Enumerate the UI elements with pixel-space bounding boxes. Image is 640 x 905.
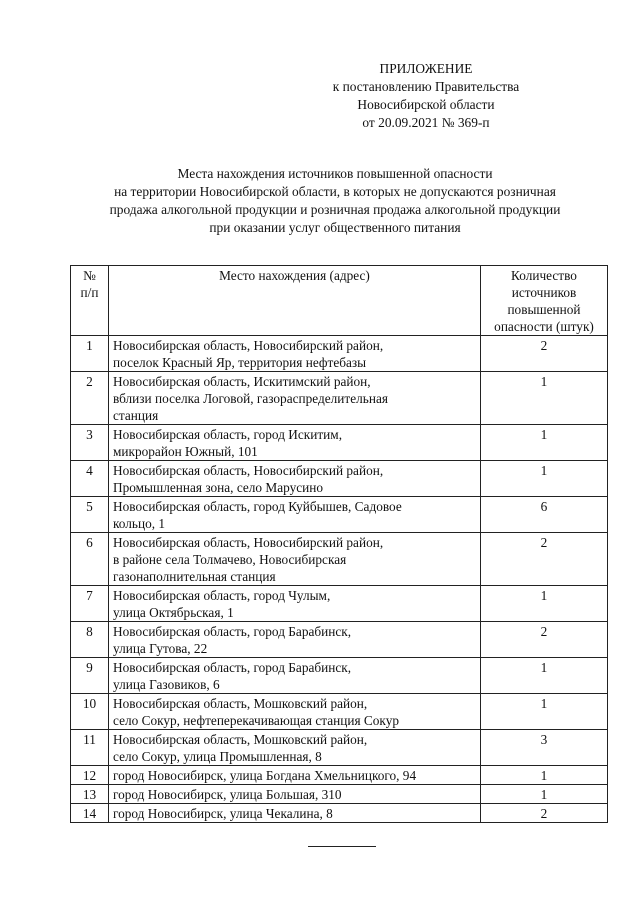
row-address bbox=[109, 730, 481, 766]
address-line: микрорайон Южный, 101 bbox=[113, 444, 258, 459]
address-line: в районе села Толмачево, Новосибирская bbox=[113, 552, 347, 567]
appendix-decree-ref: к постановлению Правительства bbox=[332, 79, 520, 94]
row-number: 7 bbox=[71, 586, 109, 622]
row-number: 3 bbox=[71, 425, 109, 461]
row-address bbox=[109, 766, 481, 785]
document-title bbox=[60, 165, 610, 237]
address-line: Новосибирская область, Искитимский район, bbox=[113, 374, 371, 389]
row-number: 12 bbox=[71, 766, 109, 785]
row-quantity: 1 bbox=[481, 785, 608, 804]
row-quantity: 1 bbox=[481, 766, 608, 785]
header-address: Место нахождения (адрес) bbox=[109, 266, 481, 336]
row-number: 10 bbox=[71, 694, 109, 730]
table-row bbox=[71, 730, 608, 766]
address-line: город Новосибирск, улица Большая, 310 bbox=[113, 787, 342, 802]
row-address bbox=[109, 425, 481, 461]
row-address bbox=[109, 785, 481, 804]
address-line: улица Гутова, 22 bbox=[113, 641, 208, 656]
title-line-4: при оказании услуг общественного питания bbox=[209, 220, 461, 235]
row-quantity: 2 bbox=[481, 804, 608, 823]
table-row bbox=[71, 658, 608, 694]
row-quantity: 1 bbox=[481, 694, 608, 730]
address-line: Новосибирская область, Мошковский район, bbox=[113, 696, 368, 711]
row-quantity: 1 bbox=[481, 372, 608, 425]
address-line: кольцо, 1 bbox=[113, 516, 166, 531]
row-address bbox=[109, 497, 481, 533]
address-line: станция bbox=[113, 408, 159, 423]
row-quantity: 1 bbox=[481, 658, 608, 694]
address-line: газонаполнительная станция bbox=[113, 569, 276, 584]
address-line: Промышленная зона, село Марусино bbox=[113, 480, 324, 495]
address-line: Новосибирская область, Новосибирский район, bbox=[113, 463, 384, 478]
table-header-row bbox=[71, 266, 608, 336]
table-row bbox=[71, 766, 608, 785]
row-address bbox=[109, 586, 481, 622]
appendix-region: Новосибирской области bbox=[357, 97, 495, 112]
table-row bbox=[71, 497, 608, 533]
table-row bbox=[71, 425, 608, 461]
address-line: поселок Красный Яр, территория нефтебазы bbox=[113, 355, 367, 370]
title-line-3: продажа алкогольной продукции и розничная продажа алкогольной продукции bbox=[109, 202, 561, 217]
address-line: Новосибирская область, город Барабинск, bbox=[113, 660, 352, 675]
address-line: Новосибирская область, город Искитим, bbox=[113, 427, 343, 442]
address-line: улица Октябрьская, 1 bbox=[113, 605, 234, 620]
appendix-date-number: от 20.09.2021 № 369-п bbox=[362, 115, 490, 130]
table-row bbox=[71, 461, 608, 497]
table-row bbox=[71, 694, 608, 730]
row-number: 5 bbox=[71, 497, 109, 533]
appendix-label: ПРИЛОЖЕНИЕ bbox=[379, 61, 473, 76]
header-quantity bbox=[481, 266, 608, 336]
table-row bbox=[71, 622, 608, 658]
address-line: вблизи поселка Логовой, газораспределительная bbox=[113, 391, 388, 406]
address-line: Новосибирская область, город Чулым, bbox=[113, 588, 331, 603]
table-row bbox=[71, 785, 608, 804]
table-row bbox=[71, 586, 608, 622]
address-line: Новосибирская область, город Куйбышев, Садовое bbox=[113, 499, 402, 514]
header-quantity-line: источников bbox=[511, 285, 577, 300]
row-address bbox=[109, 461, 481, 497]
locations-table bbox=[70, 265, 608, 823]
row-quantity: 3 bbox=[481, 730, 608, 766]
header-quantity-line: Количество bbox=[511, 268, 577, 283]
row-number: 9 bbox=[71, 658, 109, 694]
row-number: 1 bbox=[71, 336, 109, 372]
row-number: 6 bbox=[71, 533, 109, 586]
row-quantity: 2 bbox=[481, 336, 608, 372]
table-row bbox=[71, 804, 608, 823]
address-line: Новосибирская область, Новосибирский район, bbox=[113, 535, 384, 550]
row-address bbox=[109, 622, 481, 658]
address-line: город Новосибирск, улица Чекалина, 8 bbox=[113, 806, 333, 821]
table-row bbox=[71, 533, 608, 586]
row-quantity: 2 bbox=[481, 622, 608, 658]
row-address bbox=[109, 533, 481, 586]
row-quantity: 1 bbox=[481, 461, 608, 497]
row-number: 8 bbox=[71, 622, 109, 658]
row-quantity: 1 bbox=[481, 586, 608, 622]
row-address bbox=[109, 658, 481, 694]
row-number: 14 bbox=[71, 804, 109, 823]
row-number: 2 bbox=[71, 372, 109, 425]
address-line: Новосибирская область, Новосибирский район, bbox=[113, 338, 384, 353]
row-address bbox=[109, 336, 481, 372]
row-quantity: 2 bbox=[481, 533, 608, 586]
row-address bbox=[109, 804, 481, 823]
row-number: 11 bbox=[71, 730, 109, 766]
row-address bbox=[109, 694, 481, 730]
appendix-header bbox=[296, 60, 556, 132]
header-number-line: п/п bbox=[80, 285, 99, 300]
header-quantity-line: опасности (штук) bbox=[494, 319, 594, 334]
end-divider bbox=[308, 846, 376, 847]
address-line: село Сокур, улица Промышленная, 8 bbox=[113, 749, 322, 764]
header-quantity-line: повышенной bbox=[507, 302, 581, 317]
table-row bbox=[71, 336, 608, 372]
row-address bbox=[109, 372, 481, 425]
table-body bbox=[71, 336, 608, 823]
address-line: улица Газовиков, 6 bbox=[113, 677, 220, 692]
row-quantity: 6 bbox=[481, 497, 608, 533]
header-number bbox=[71, 266, 109, 336]
row-number: 4 bbox=[71, 461, 109, 497]
header-number-line: № bbox=[83, 268, 96, 283]
address-line: село Сокур, нефтеперекачивающая станция Сокур bbox=[113, 713, 399, 728]
title-line-1: Места нахождения источников повышенной опасности bbox=[177, 166, 493, 181]
row-quantity: 1 bbox=[481, 425, 608, 461]
address-line: Новосибирская область, город Барабинск, bbox=[113, 624, 352, 639]
address-line: Новосибирская область, Мошковский район, bbox=[113, 732, 368, 747]
table-row bbox=[71, 372, 608, 425]
title-line-2: на территории Новосибирской области, в которых не допускаются розничная bbox=[114, 184, 556, 199]
address-line: город Новосибирск, улица Богдана Хмельницкого, 94 bbox=[113, 768, 417, 783]
row-number: 13 bbox=[71, 785, 109, 804]
